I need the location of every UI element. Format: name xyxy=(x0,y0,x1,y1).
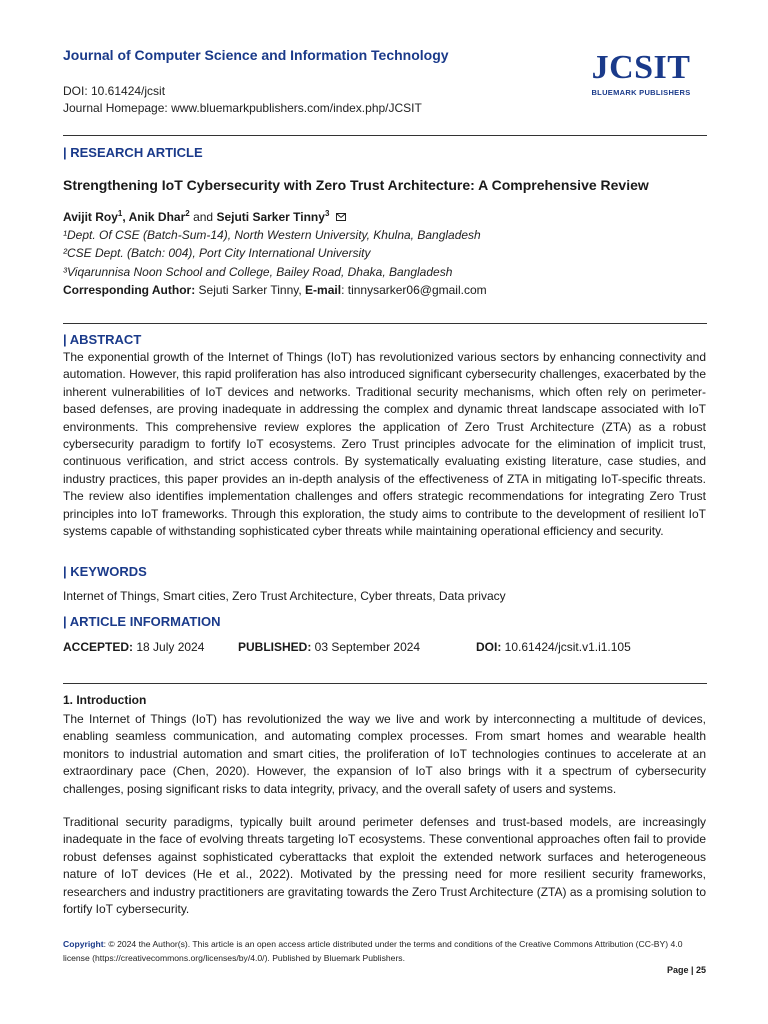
abstract-text: The exponential growth of the Internet of Things (IoT) has revolutionized various sectors by enhancing connectivity and automation. However, this rapid proliferation has also introduced significant cybersecurity challenges, exacerbated by the inherent vulnerabilities of IoT devices and networks. Traditional security mechanisms, which often rely on perimeter-based defenses, are proving inadequate in addressing the complex and dynamic threat landscape associated with IoT environments. This comprehensive review explores the application of Zero Trust Architecture (ZTA) as a robust cybersecurity paradigm to fortify IoT ecosystems. Zero Trust principles advocate for the elimination of implicit trust, continuous verification, and strict access controls. By systematically evaluating existing literature, case studies, and industry practices, this paper provides an in-depth analysis of the effectiveness of ZTA in mitigating IoT-specific threats. The review also identifies implementation challenges and offers strategic recommendations for integrating Zero Trust principles into IoT frameworks. Through this exploration, the study aims to contribute to the development of resilient IoT systems capable of withstanding sophisticated cyber threats while maintaining operational efficiency and security. xyxy=(63,350,706,539)
mail-icon[interactable] xyxy=(336,213,346,221)
author-list xyxy=(63,209,346,224)
author-affiliation-mark: 3 xyxy=(324,209,330,218)
author-name: Anik Dhar xyxy=(128,210,186,224)
corresponding-label: Corresponding Author: xyxy=(63,283,196,297)
copyright-notice xyxy=(63,937,706,965)
affiliation-3: ³Viqarunnisa Noon School and College, Bailey Road, Dhaka, Bangladesh xyxy=(63,265,453,279)
published-value: 03 September 2024 xyxy=(311,640,421,654)
keywords-heading: | KEYWORDS xyxy=(63,564,147,579)
journal-doi: DOI: 10.61424/jcsit xyxy=(63,84,166,98)
paper-title: Strengthening IoT Cybersecurity with Zero Trust Architecture: A Comprehensive Review xyxy=(63,177,649,193)
journal-logo xyxy=(586,50,696,97)
doi-value[interactable]: 10.61424/jcsit.v1.i1.105 xyxy=(501,640,631,654)
corresponding-email[interactable]: : tinnysarker06@gmail.com xyxy=(341,283,487,297)
logo-subtitle: BLUEMARK PUBLISHERS xyxy=(591,88,691,97)
affiliation-1: ¹Dept. Of CSE (Batch-Sum-14), North Western University, Khulna, Bangladesh xyxy=(63,228,481,242)
affiliation-2: ²CSE Dept. (Batch: 004), Port City International University xyxy=(63,246,371,260)
doi-label: DOI: xyxy=(476,640,502,654)
logo-text: JCSIT xyxy=(591,49,691,86)
journal-title: Journal of Computer Science and Information Technology xyxy=(63,47,449,63)
article-info-heading: | ARTICLE INFORMATION xyxy=(63,614,221,629)
introduction-paragraph-2: Traditional security paradigms, typically built around perimeter defenses and trust-based models, are increasingly inadequate in the face of evolving threats targeting IoT ecosystems. These conventional approaches often fail to provide robust defenses against sophisticated cyberattacks that exploit the extended network surfaces and heterogeneous nature of IoT devices (He et al., 2022). Motivated by the pressing need for more resilient security frameworks, researchers and industry practitioners are gravitating towards the Zero Trust Architecture (ZTA) as a promising solution to fortify IoT cybersecurity. xyxy=(63,815,706,917)
author-affiliation-mark: 2 xyxy=(185,209,190,218)
introduction-heading: 1. Introduction xyxy=(63,693,147,707)
copyright-text: : © 2024 the Author(s). This article is an open access article distributed under the terms and conditions of the Creative Commons Attribution (CC-BY) 4.0 license (https://creativecommons.org/licenses/by/4.0/). Published by Bluemark Publishers. xyxy=(63,939,683,963)
published-date xyxy=(238,640,420,654)
abstract-heading: | ABSTRACT xyxy=(63,332,142,347)
email-label: E-mail xyxy=(305,283,342,297)
article-type: | RESEARCH ARTICLE xyxy=(63,145,203,160)
page-number: Page | 25 xyxy=(666,965,706,975)
intro-divider xyxy=(63,683,707,684)
author-separator: and xyxy=(189,210,217,224)
accepted-label: ACCEPTED: xyxy=(63,640,134,654)
corresponding-author xyxy=(63,283,487,297)
published-label: PUBLISHED: xyxy=(238,640,312,654)
journal-homepage[interactable]: Journal Homepage: www.bluemarkpublishers.com/index.php/JCSIT xyxy=(63,101,422,115)
accepted-value: 18 July 2024 xyxy=(133,640,205,654)
keywords-text: Internet of Things, Smart cities, Zero Trust Architecture, Cyber threats, Data privacy xyxy=(63,589,506,603)
accepted-date xyxy=(63,640,204,654)
introduction-paragraph-1: The Internet of Things (IoT) has revolutionized the way we live and work by interconnecting a multitude of devices, enabling seamless communication, and automating complex processes. From smart homes and wearable health monitors to industrial automation and smart cities, the proliferation of IoT technologies continues to accelerate at an extraordinary pace (Chen, 2020). However, the expansion of IoT also brings with it a spectrum of cybersecurity challenges, posing significant risks to data integrity, privacy, and the overall safety of users and systems. xyxy=(63,712,706,796)
header-divider xyxy=(63,135,707,136)
author-name: Sejuti Sarker Tinny xyxy=(216,210,325,224)
copyright-label: Copyright xyxy=(63,939,104,949)
author-name: Avijit Roy xyxy=(63,210,118,224)
author-affiliation-mark: 1 xyxy=(117,209,123,218)
abstract-divider xyxy=(63,323,707,324)
article-doi xyxy=(476,640,631,654)
author-separator: , xyxy=(122,210,129,224)
corresponding-name: Sejuti Sarker Tinny, xyxy=(195,283,306,297)
